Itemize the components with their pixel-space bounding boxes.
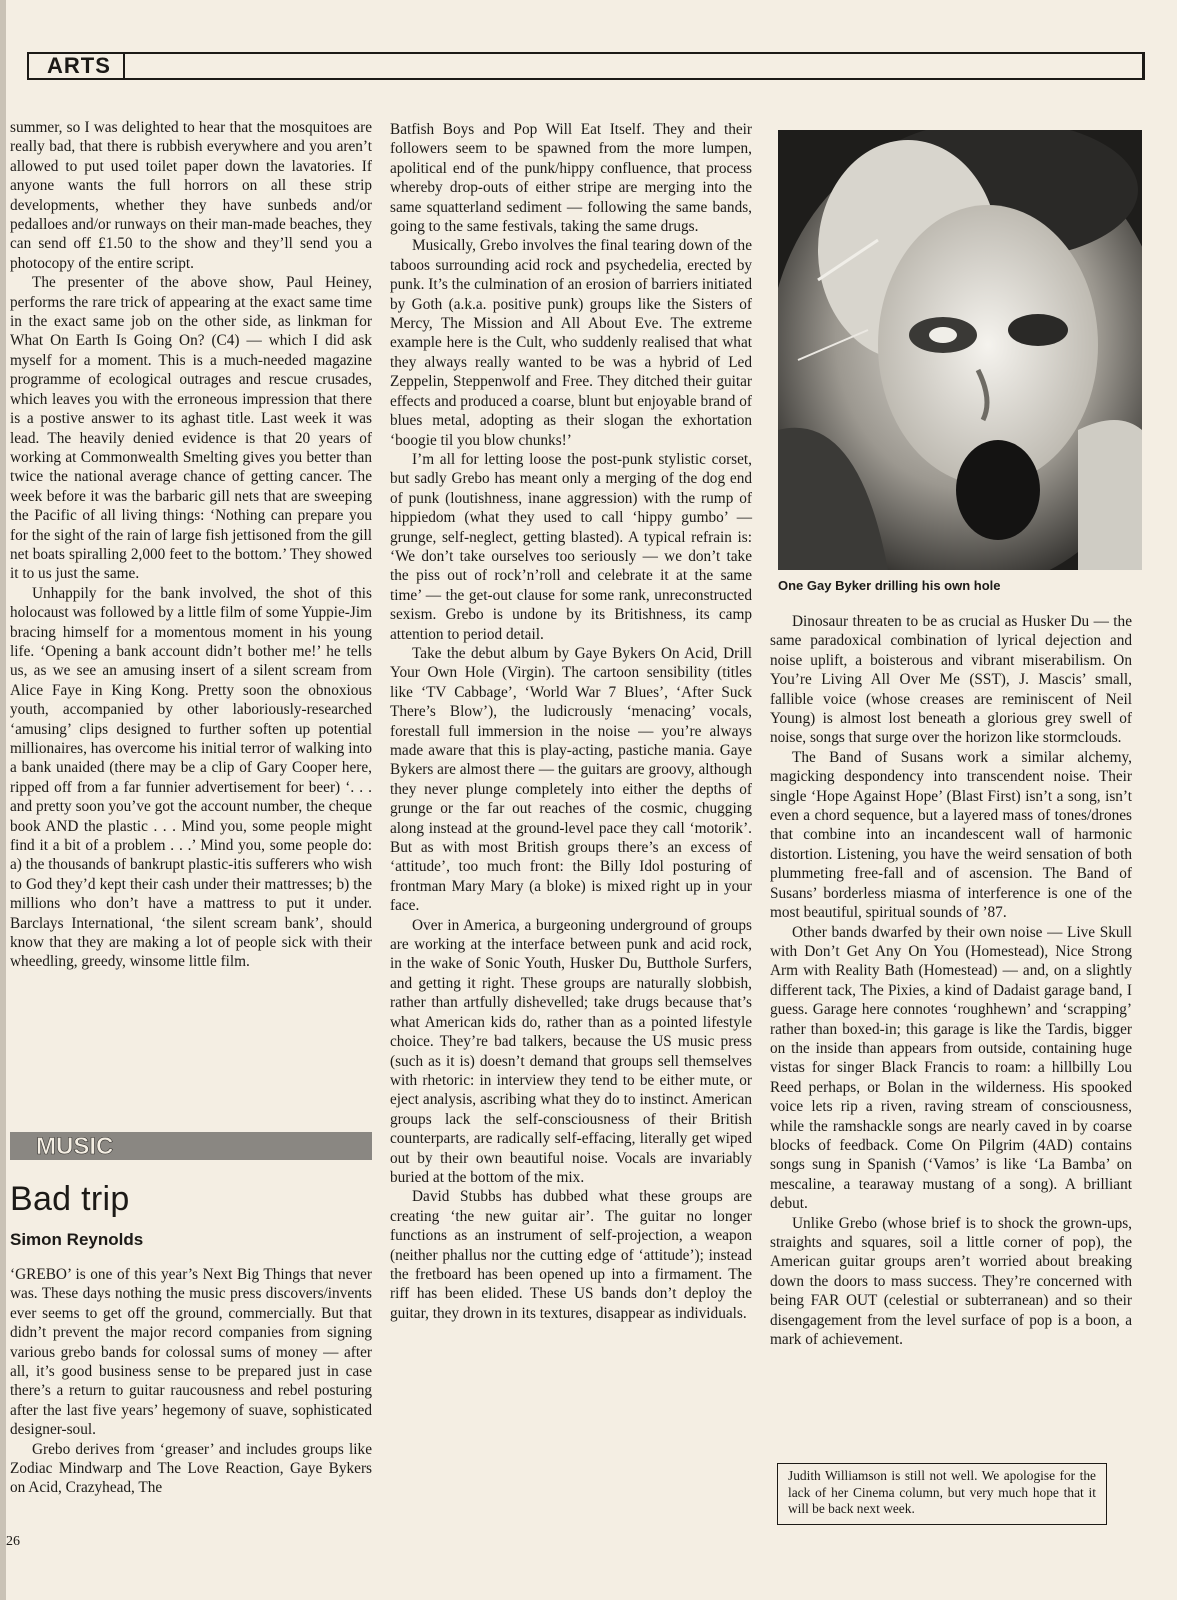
column-1 (10, 118, 372, 972)
paragraph: summer, so I was delighted to hear that the mosquitoes are really bad, that there is rubbish everywhere and you aren’t allowed to put used toilet paper down the lavatories. If anyone wants the full horrors on all these strip developments, whether they have sunbeds and/or pedalloes and/or runways on their man-made beaches, they can send off £1.50 to the show and they’ll send you a photocopy of the entire script. (10, 119, 372, 272)
notice-box: Judith Williamson is still not well. We apologise for the lack of her Cinema column, but very much hope that it will be back next week. (777, 1463, 1107, 1525)
music-label: MUSIC (36, 1133, 114, 1160)
paragraph: I’m all for letting loose the post-punk stylistic corset, but sadly Grebo has meant only a merging of the dog end of punk (loutishness, inane aggression) with the rump of hippiedom (what they used to call ‘hippy gumbo’ — grunge, self-neglect, getting blasted). A typical refrain is: ‘We don’t take ourselves too seriously — we don’t take the piss out of rock’n’roll and celebrate it at the same time’ — the get-out clause for some rank, unreconstructed sexism. Grebo is undone by its Britishness, its camp attention to period detail. (390, 450, 752, 643)
paragraph: Unhappily for the bank involved, the shot of this holocaust was followed by a little film of some Yuppie-Jim bracing himself for a momentous moment in his young life. ‘Opening a bank account didn’t bother me!’ he tells us, as we see an amusing insert of a silent scream from Alice Faye in King Kong. Pretty soon the obnoxious youth, accompanied by other laboriously-researched ‘amusing’ clips designed to further soften up potential millionaires, has overcome his initial terror of walking into a bank unaided (there may be a clip of Gary Cooper here, ripped off from a far funnier advertisement for beer) ‘. . . and pretty soon you’ve got the account number, the cheque book AND the plastic . . . Mind you, some people might find it a bit of a problem . . .’ Mind you, some people do: a) the thousands of bankrupt plastic-itis sufferers who wish to God they’d kept their cash under their mattresses; b) the millions who don’t have a mattress to put it under. Barclays International, ‘the silent scream bank’, should know that they are making a lot of people sick with their wheedling, greedy, winsome little film. (10, 584, 372, 971)
page-edge (0, 0, 6, 1600)
photo-illustration (778, 130, 1142, 570)
paragraph: Take the debut album by Gaye Bykers On Acid, Drill Your Own Hole (Virgin). The cartoon sensibility (titles like ‘TV Cabbage’, ‘World War 7 Blues’, ‘After Suck There’s Blow’), the ludicrously ‘menacing’ vocals, forestall full immersion in the noise — you’re always made aware that this is play-acting, pastiche mania. Gaye Bykers are almost there — the guitars are groovy, although they never plunge completely into either the depths of grunge or the far out reaches of the cosmic, chugging along instead at the ground-level pace they call ‘motorik’. But as with most British groups there’s an excess of ‘attitude’, too much front: the Billy Idol posturing of frontman Mary Mary (a bloke) is mixed right up in your face. (390, 644, 752, 915)
photo-gay-byker (778, 130, 1142, 570)
column-3 (770, 612, 1132, 1349)
paragraph: Batfish Boys and Pop Will Eat Itself. They and their followers seem to be spawned from the more lumpen, apolitical end of the punk/hippy confluence, that process whereby drop-outs of either stripe are merging into the same squatterland sediment — following the same bands, going to the same festivals, taking the same drugs. (390, 121, 752, 236)
paragraph: Musically, Grebo involves the final tearing down of the taboos surrounding acid rock and psychedelia, erected by punk. It’s the culmination of an erosion of barriers initiated by Goth (a.k.a. positive punk) groups like the Sisters of Mercy, The Mission and All About Eve. The extreme example here is the Cult, who suddenly realised that what they always really wanted to be was a hybrid of Led Zeppelin, Steppenwolf and Free. They ditched their guitar effects and produced a coarse, blunt but enjoyable brand of blues metal, adopting as their slogan the exhortation ‘boogie til you blow chunks!’ (390, 237, 752, 449)
paragraph: Unlike Grebo (whose brief is to shock the grown-ups, straights and squares, soil a little corner of pop), the American guitar groups aren’t worried about breaking down the doors to mass success. They’re concerned with being FAR OUT (celestial or subterranean) and so their disengagement from the level surface of pop is a boon, a mark of achievement. (770, 1214, 1132, 1349)
paragraph: The presenter of the above show, Paul Heiney, performs the rare trick of appearing at the exact same time in the exact same job on the other side, as linkman for What On Earth Is Going On? (C4) — which I did ask myself for a moment. This is a much-needed magazine programme of ecological outrages and rescue crusades, which leaves you with the erroneous impression that there is a postive answer to its aghast title. Last week it was lead. The heavily denied evidence is that 20 years of working at Commonwealth Smelting gives you better than twice the national average chance of getting cancer. The week before it was the barbaric gill nets that are sweeping the Pacific of all living things: ‘Nothing can prepare you for the sight of the rain of large fish jettisoned from the gill net boats spiralling 2,000 feet to the bottom.’ They showed it to us just the same. (10, 274, 372, 583)
headline: Bad trip (10, 1180, 130, 1218)
column-1-lower (10, 1265, 372, 1498)
paragraph: David Stubbs has dubbed what these groups are creating ‘the new guitar air’. The guitar no longer functions as an instrument of self-projection, a weapon (neither phallus nor the cutting edge of ‘attitude’); instead the fretboard has been opened up into a firmament. The riff has been elided. These US bands don’t deploy the guitar, they drown in its textures, disappear as individuals. (390, 1188, 752, 1322)
page-number: 26 (6, 1534, 20, 1549)
section-label: ARTS (33, 52, 125, 80)
section-header (27, 52, 1145, 80)
paragraph: Grebo derives from ‘greaser’ and includes groups like Zodiac Mindwarp and The Love Reaction, Gaye Bykers on Acid, Crazyhead, The (10, 1440, 372, 1497)
paragraph: The Band of Susans work a similar alchemy, magicking despondency into transcendent noise. Their single ‘Hope Against Hope’ (Blast First) isn’t a song, isn’t even a chord sequence, but a layered mass of tones/drones that combine into an incandescent wall of harmonic distortion. Listening, you have the weird sensation of both plummeting free-fall and of ascension. The Band of Susans’ borderless miasma of interference is one of the most beautiful, spiritual sounds of ’87. (770, 748, 1132, 922)
paragraph: ‘GREBO’ is one of this year’s Next Big Things that never was. These days nothing the music press discovers/invents ever seems to get off the ground, commercially. But that didn’t prevent the major record companies from signing various grebo bands for colossal sums of money — after all, it’s good business sense to be prepared just in case there’s a return to guitar raucousness and rebel posturing after the last five years’ hegemony of suave, sophisticated designer-soul. (10, 1266, 372, 1439)
column-2 (390, 120, 752, 1323)
paragraph: Other bands dwarfed by their own noise — Live Skull with Don’t Get Any On You (Homestead), Nice Strong Arm with Reality Bath (Homestead) — and, on a slightly different tack, The Pixies, a kind of Dadaist garage band, I guess. Garage here connotes ‘roughhewn’ and ‘scrapping’ rather than boxed-in; this garage is like the Tardis, bigger on the inside than appears from outside, containing huge vistas for singer Black Francis to roam: a hillbilly Lou Reed perhaps, or Bolan in the wilderness. His spooked voice lets rip a riven, raving stream of consciousness, while the ramshackle songs are nearly caved in by coarse blocks of feedback. Come On Pilgrim (4AD) contains songs sung in Spanish (‘Vamos’ is like ‘La Bamba’ on mescaline, a tearaway mustang of a song). A brilliant debut. (770, 923, 1132, 1213)
paragraph: Dinosaur threaten to be as crucial as Husker Du — the same paradoxical combination of lyrical dejection and noise uplift, a boisterous and vibrant miserabilism. On You’re Living All Over Me (SST), J. Mascis’ small, fallible voice (whose creases are reminiscent of Neil Young) is almost lost beneath a glorious grey swell of noise, songs that surge over the horizon like stormclouds. (770, 613, 1132, 747)
photo-caption: One Gay Byker drilling his own hole (778, 578, 1001, 593)
byline: Simon Reynolds (10, 1230, 144, 1249)
paragraph: Over in America, a burgeoning underground of groups are working at the interface between punk and acid rock, in the wake of Sonic Youth, Husker Du, Butthole Surfers, and getting it right. These groups are naturally slobbish, rather than artfully dishevelled; take drugs because that’s what American kids do, rather than as a pointed lifestyle choice. They’re bad talkers, because the US music press (such as it is) doesn’t demand that groups sell themselves with rhetoric: in interview they tend to be either mute, or eject analysis, ascribing what they do to instinct. American groups lack the self-consciousness of their British counterparts, are radically self-effacing, literally get wiped out by their own beautiful noise. Vocals are invariably buried at the bottom of the mix. (390, 916, 752, 1186)
music-section-bar (10, 1132, 372, 1160)
